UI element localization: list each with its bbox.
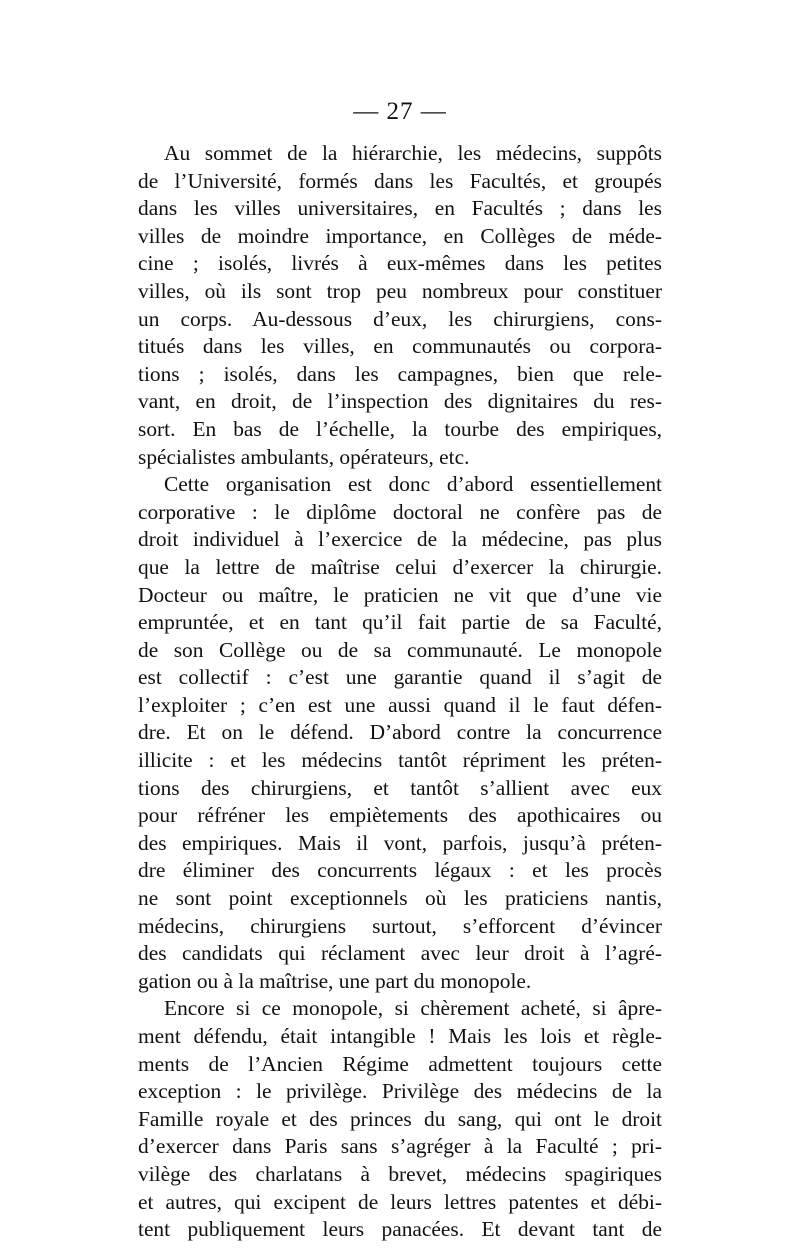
- text-line: dre. Et on le défend. D’abord contre la concurrence: [138, 720, 662, 745]
- text-line: ment défendu, était intangible ! Mais les lois et règle-: [138, 1024, 662, 1048]
- text-line: dans les villes universitaires, en Facultés ; dans les: [138, 196, 662, 221]
- text-line: empruntée, et en tant qu’il fait partie de sa Faculté,: [138, 610, 662, 635]
- body-text: [138, 140, 662, 1244]
- page-number: — 27 —: [353, 98, 447, 125]
- text-line: exception : le privilège. Privilège des médecins de la: [138, 1079, 662, 1104]
- text-line: illicite : et les médecins tantôt répriment les préten-: [138, 748, 662, 773]
- text-line: tent publiquement leurs panacées. Et devant tant de: [138, 1217, 662, 1242]
- text-line: Docteur ou maître, le praticien ne vit que d’une vie: [138, 582, 662, 607]
- text-line: ne sont point exceptionnels où les praticiens nantis,: [138, 886, 662, 911]
- text-line: Encore si ce monopole, si chèrement acheté, si âpre-: [164, 996, 662, 1021]
- text-line: corporative : le diplôme doctoral ne confère pas de: [138, 499, 662, 524]
- text-line: droit individuel à l’exercice de la médecine, pas plus: [138, 527, 662, 552]
- text-line: d’exercer dans Paris sans s’agréger à la Faculté ; pri-: [138, 1134, 662, 1159]
- text-line: gation ou à la maîtrise, une part du monopole.: [138, 968, 532, 993]
- text-line: pour réfréner les empiètements des apothicaires ou: [138, 803, 662, 828]
- text-line: Famille royale et des princes du sang, qui ont le droit: [138, 1106, 662, 1131]
- text-line: est collectif : c’est une garantie quand il s’agit de: [138, 665, 662, 690]
- text-line: vilège des charlatans à brevet, médecins spagiriques: [138, 1161, 662, 1186]
- text-line: l’exploiter ; c’en est une aussi quand il le faut défen-: [138, 692, 662, 717]
- text-line: de son Collège ou de sa communauté. Le monopole: [138, 637, 662, 662]
- text-line: vant, en droit, de l’inspection des dignitaires du res-: [138, 389, 662, 414]
- text-line: Au sommet de la hiérarchie, les médecins, suppôts: [164, 141, 662, 165]
- text-line: titués dans les villes, en communautés ou corpora-: [138, 334, 662, 359]
- text-line: des empiriques. Mais il vont, parfois, jusqu’à préten-: [138, 830, 662, 855]
- text-line: et autres, qui excipent de leurs lettres patentes et débi-: [138, 1189, 662, 1214]
- text-line: un corps. Au-dessous d’eux, les chirurgiens, cons-: [138, 306, 662, 331]
- text-line: cine ; isolés, livrés à eux-mêmes dans les petites: [138, 251, 662, 276]
- text-line: spécialistes ambulants, opérateurs, etc.: [138, 444, 470, 469]
- text-line: des candidats qui réclament avec leur droit à l’agré-: [138, 941, 662, 966]
- text-line: médecins, chirurgiens surtout, s’efforcent d’évincer: [138, 913, 662, 938]
- text-line: tions ; isolés, dans les campagnes, bien que rele-: [138, 361, 662, 386]
- text-line: villes, où ils sont trop peu nombreux pour constituer: [138, 278, 662, 303]
- text-line: tions des chirurgiens, et tantôt s’allient avec eux: [138, 775, 662, 800]
- text-line: ments de l’Ancien Régime admettent toujours cette: [138, 1051, 662, 1076]
- text-line: dre éliminer des concurrents légaux : et les procès: [138, 858, 662, 883]
- text-line: Cette organisation est donc d’abord essentiellement: [164, 472, 662, 497]
- text-line: de l’Université, formés dans les Facultés, et groupés: [138, 168, 662, 193]
- text-line: villes de moindre importance, en Collèges de méde-: [138, 223, 662, 248]
- text-line: que la lettre de maîtrise celui d’exercer la chirurgie.: [138, 554, 662, 579]
- text-line: sort. En bas de l’échelle, la tourbe des empiriques,: [138, 416, 662, 441]
